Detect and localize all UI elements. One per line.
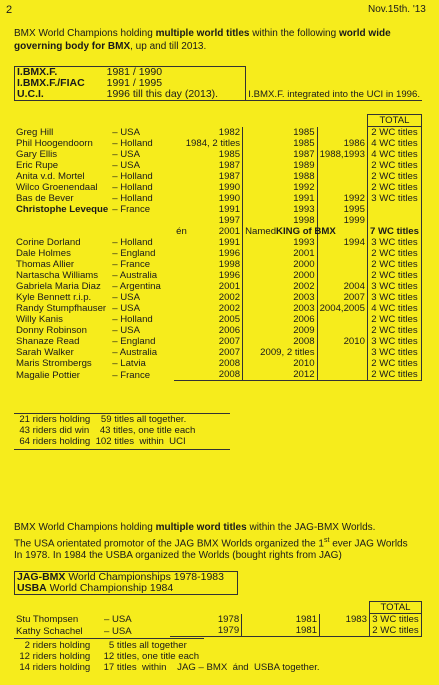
first-title-year xyxy=(174,303,243,314)
intro-text-segment: within the following xyxy=(249,28,339,39)
third-title-year: 1983 xyxy=(345,614,367,625)
total-header: TOTAL xyxy=(369,602,421,614)
rider-name: Willy Kanis xyxy=(16,314,63,325)
blank-cell xyxy=(238,583,422,595)
year-text: 1987 xyxy=(293,149,315,160)
year-text: 2001 xyxy=(218,281,241,292)
year-text: 2009, 2 titles xyxy=(260,347,315,358)
intro-line xyxy=(14,535,429,551)
rider-country xyxy=(110,226,174,237)
third-title-year xyxy=(317,259,367,270)
jag-header-bold: USBA xyxy=(17,582,47,594)
total-titles: 2 WC titles xyxy=(367,270,421,281)
first-title-year xyxy=(174,259,243,270)
year-text: 1996 xyxy=(218,270,241,281)
rider-name xyxy=(14,226,110,237)
body-name: I.BMX.F. xyxy=(15,67,105,79)
third-title-year xyxy=(317,270,367,281)
intro-line xyxy=(14,550,429,563)
rider-row xyxy=(14,248,422,259)
total-header-row xyxy=(14,602,422,614)
jag-header-box xyxy=(14,571,422,595)
total-titles: 3 WC titles xyxy=(367,237,421,248)
jag-summary-separator xyxy=(14,638,204,639)
rider-country: – Australia xyxy=(112,270,158,281)
third-title-year xyxy=(317,314,367,325)
third-title-year: 2004,2005 xyxy=(319,303,365,314)
year-text: 2007 xyxy=(218,347,241,358)
rider-name: Randy Stumpfhauser xyxy=(16,303,107,314)
third-title-year xyxy=(317,369,367,381)
first-title-year xyxy=(174,314,243,325)
first-title-year xyxy=(174,248,243,259)
blank-cell xyxy=(170,602,242,614)
rider-name: Christophe Leveque xyxy=(16,204,109,215)
first-title-year xyxy=(174,281,243,292)
first-title-year xyxy=(170,625,242,637)
rider-row xyxy=(14,204,422,215)
first-title-year xyxy=(174,160,243,171)
rider-row xyxy=(14,369,422,381)
rider-row xyxy=(14,215,422,226)
third-title-year: 2007 xyxy=(343,292,365,303)
body-years: 1996 till this day (2013). xyxy=(105,89,246,101)
intro-text-segment: The USA orientated promotor of the JAG BMX Worlds organized the xyxy=(14,537,319,549)
year-text: 1981 xyxy=(295,614,318,625)
date-text: Nov.15th. '13 xyxy=(368,4,426,15)
rider-country: – USA xyxy=(112,303,140,314)
prefix-text: én xyxy=(176,226,187,237)
year-text: 2010 xyxy=(293,358,315,369)
total-header: TOTAL xyxy=(367,115,421,127)
second-title-year xyxy=(243,248,317,259)
blank-cell xyxy=(102,602,170,614)
rider-row xyxy=(14,281,422,292)
total-titles: 2 WC titles xyxy=(367,160,421,171)
year-text: 1981 xyxy=(295,625,318,636)
third-title-year xyxy=(317,358,367,369)
rider-name: Shanaze Read xyxy=(16,336,80,347)
blank-cell xyxy=(14,602,102,614)
summary-line: 12 riders holding 12 titles, one title each xyxy=(14,651,200,662)
rider-row xyxy=(14,347,422,358)
rider-name: Maris Strombergs xyxy=(16,358,92,369)
rider-country: – Holland xyxy=(112,171,153,182)
first-title-year xyxy=(170,614,242,626)
total-titles xyxy=(367,204,421,215)
summary-line: 21 riders holding 59 titles all together. xyxy=(14,414,187,425)
rider-country: – USA xyxy=(103,614,132,625)
rider-country: – Argentina xyxy=(112,281,161,292)
year-text: 1991 xyxy=(218,204,241,215)
rider-name: Anita v.d. Mortel xyxy=(16,171,85,182)
blank-cell xyxy=(110,115,174,127)
rider-row xyxy=(14,259,422,270)
rider-row xyxy=(14,138,422,149)
blank-cell xyxy=(14,115,110,127)
second-title-year xyxy=(243,281,317,292)
total-titles: 4 WC titles xyxy=(367,303,421,314)
third-title-year: 2010 xyxy=(343,336,365,347)
rider-row xyxy=(14,270,422,281)
first-title-year xyxy=(174,347,243,358)
intro-text-segment: BMX World Champions holding xyxy=(14,522,156,533)
summary-line: 64 riders holding 102 titles within UCI xyxy=(14,436,186,447)
year-text: 1989 xyxy=(293,160,315,171)
year-text: 2007 xyxy=(218,336,241,347)
third-title-year: 2004 xyxy=(343,281,365,292)
second-title-year xyxy=(243,270,317,281)
total-titles: 2 WC titles xyxy=(367,248,421,259)
year-text: 2002 xyxy=(218,303,241,314)
year-text: 2012 xyxy=(293,369,315,380)
rider-row xyxy=(14,336,422,347)
second-title-year xyxy=(243,160,317,171)
second-title-year xyxy=(242,625,320,637)
body-name: I.BMX.F./FIAC xyxy=(15,78,105,89)
third-title-year: 1995 xyxy=(343,204,365,215)
year-text: 2003 xyxy=(293,303,315,314)
second-title-year xyxy=(243,127,317,139)
blank-cell xyxy=(317,115,367,127)
year-text: 2003 xyxy=(293,292,315,303)
year-text: 1979 xyxy=(217,625,240,636)
rider-country: – Holland xyxy=(112,138,153,149)
jag-header-rest: World Championship 1984 xyxy=(46,582,174,594)
ordinal-suffix: st xyxy=(323,536,330,544)
third-title-year xyxy=(317,347,367,358)
first-title-year xyxy=(174,237,243,248)
rider-country: – France xyxy=(112,259,151,270)
second-title-year xyxy=(243,215,317,226)
second-title-year xyxy=(243,292,317,303)
total-titles: 2 WC titles xyxy=(367,182,421,193)
year-text: 1985 xyxy=(293,127,315,138)
rider-country: – USA xyxy=(112,160,140,171)
year-text: 1993 xyxy=(293,204,315,215)
second-title-year xyxy=(243,138,317,149)
second-title-year xyxy=(243,182,317,193)
year-text: 2001 xyxy=(218,226,241,237)
intro-text-segment: multiple world titles xyxy=(155,28,250,39)
summary-line: 14 riders holding 17 titles within JAG – BMX ánd USBA together. xyxy=(14,662,320,673)
rider-country: – France xyxy=(112,369,151,381)
rider-row xyxy=(14,182,422,193)
third-title-year xyxy=(317,248,367,259)
intro-line xyxy=(14,522,429,535)
first-title-year xyxy=(174,204,243,215)
rider-row xyxy=(14,171,422,182)
year-text: KING of BMX xyxy=(276,226,336,237)
total-titles: 3 WC titles xyxy=(367,193,421,204)
total-titles: 2 WC titles xyxy=(367,325,421,336)
first-title-year xyxy=(174,127,243,139)
rider-row xyxy=(14,149,422,160)
blank-cell xyxy=(243,115,317,127)
year-text: 2002 xyxy=(218,292,241,303)
year-text: 1987 xyxy=(218,160,241,171)
blank-cell xyxy=(174,115,243,127)
governing-body-row xyxy=(15,89,423,101)
prefix-text: Named xyxy=(245,226,277,237)
year-text: 1998 xyxy=(293,215,315,226)
rider-country: – Holland xyxy=(112,182,153,193)
rider-name: Wilco Groenendaal xyxy=(16,182,98,193)
body-note: I.BMX.F. integrated into the UCI in 1996. xyxy=(246,89,422,101)
third-title-year xyxy=(317,325,367,336)
uci-riders-table xyxy=(14,114,422,381)
year-text: 2009 xyxy=(293,325,315,336)
year-text: 1998 xyxy=(218,259,241,270)
intro-paragraph-uci xyxy=(14,28,429,53)
rider-country: – England xyxy=(112,336,156,347)
year-text: 1993 xyxy=(293,237,315,248)
body-note xyxy=(246,67,422,79)
page-date xyxy=(368,4,426,15)
first-title-year xyxy=(174,138,243,149)
total-titles: 2 WC titles xyxy=(367,127,421,139)
rider-row xyxy=(14,358,422,369)
first-title-year xyxy=(174,171,243,182)
rider-row xyxy=(14,193,422,204)
intro-text-segment: In 1978. In 1984 the USBA organized the Worlds (bought rights from JAG) xyxy=(14,550,342,562)
second-title-year xyxy=(243,193,317,204)
third-title-year: 1986 xyxy=(343,138,365,149)
year-text: 1985 xyxy=(293,138,315,149)
third-title-year: 1988,1993 xyxy=(319,149,365,160)
rider-row xyxy=(14,314,422,325)
rider-name: Stu Thompsen xyxy=(16,614,79,625)
year-text: 1987 xyxy=(218,171,241,182)
rider-name: Corine Dorland xyxy=(16,237,81,248)
second-title-year xyxy=(243,226,336,237)
jag-summary xyxy=(14,640,320,673)
blank-cell xyxy=(320,602,370,614)
total-titles: 2 WC titles xyxy=(367,259,421,270)
rider-row xyxy=(14,292,422,303)
year-text: 2008 xyxy=(293,336,315,347)
year-text: 2002 xyxy=(293,281,315,292)
body-name: U.C.I. xyxy=(15,89,105,101)
second-title-year xyxy=(242,614,320,626)
third-title-year xyxy=(320,625,370,637)
third-title-year xyxy=(317,127,367,139)
rider-country: – Latvia xyxy=(112,358,146,369)
rider-name: Gary Ellis xyxy=(16,149,58,160)
rider-row xyxy=(14,160,422,171)
rider-row xyxy=(14,303,422,314)
rider-name: Greg Hill xyxy=(16,127,54,138)
total-titles: 2 WC titles xyxy=(367,314,421,325)
year-text: 1985 xyxy=(218,149,241,160)
uci-summary xyxy=(14,414,195,447)
year-text: 1992 xyxy=(293,182,315,193)
year-text: 1996 xyxy=(218,248,241,259)
rider-country: – Australia xyxy=(112,347,158,358)
total-titles xyxy=(367,215,421,226)
page-number: 2 xyxy=(6,4,13,16)
first-title-year xyxy=(174,193,243,204)
jag-header-bold: JAG-BMX xyxy=(17,571,66,583)
year-text: 1997 xyxy=(218,215,241,226)
first-title-year xyxy=(174,292,243,303)
governing-body-row xyxy=(15,78,423,89)
total-titles: 2 WC titles xyxy=(367,171,421,182)
second-title-year xyxy=(243,237,317,248)
total-titles: 3 WC titles xyxy=(369,614,421,626)
rider-row xyxy=(14,614,422,626)
second-title-year xyxy=(243,259,317,270)
rider-country: – USA xyxy=(112,149,140,160)
ordinal-number: 1 xyxy=(318,537,324,549)
rider-name: Bas de Bever xyxy=(16,193,74,204)
total-titles: 2 WC titles xyxy=(367,358,421,369)
rider-name: Nartascha Williams xyxy=(16,270,99,281)
year-text: 2000 xyxy=(293,259,315,270)
rider-row xyxy=(14,226,422,237)
rider-name: Kyle Bennett r.i.p. xyxy=(16,292,92,303)
rider-country: – Holland xyxy=(112,237,153,248)
third-title-year xyxy=(317,160,367,171)
total-titles: 2 WC titles xyxy=(369,625,421,637)
rider-country: – France xyxy=(112,204,151,215)
summary-underline xyxy=(14,449,230,450)
intro-text-segment: within the JAG-BMX Worlds. xyxy=(246,522,376,533)
body-years: 1991 / 1995 xyxy=(105,78,246,89)
intro-text-segment: world wide governing body for BMX xyxy=(14,28,391,52)
body-note xyxy=(246,78,422,89)
second-title-year xyxy=(243,336,317,347)
first-title-year xyxy=(174,270,243,281)
second-title-year xyxy=(243,369,317,381)
total-titles: 2 WC titles xyxy=(367,369,421,381)
total-header-row xyxy=(14,115,422,127)
summary-line: 2 riders holding 5 titles all together xyxy=(14,640,187,651)
year-text: 1982 xyxy=(218,127,241,138)
second-title-year xyxy=(243,204,317,215)
intro-text-segment: BMX World Champions holding xyxy=(14,28,156,39)
rider-name: Magalie Pottier xyxy=(16,369,80,381)
year-text: 2006 xyxy=(293,314,315,325)
rider-country: – USA xyxy=(112,292,140,303)
rider-row xyxy=(14,325,422,336)
second-title-year xyxy=(243,303,317,314)
second-title-year xyxy=(243,358,317,369)
summary-line: 43 riders did win 43 titles, one title each xyxy=(14,425,196,436)
blank-cell xyxy=(238,572,422,584)
first-title-year xyxy=(174,226,243,237)
third-title-year xyxy=(317,182,367,193)
rider-country: – USA xyxy=(112,325,140,336)
year-text: 1991 xyxy=(293,193,315,204)
second-title-year xyxy=(243,314,317,325)
year-text: 1984, 2 titles xyxy=(185,138,241,149)
rider-name: Donny Robinson xyxy=(16,325,87,336)
third-title-year: 1992 xyxy=(343,193,365,204)
total-titles: 3 WC titles xyxy=(367,336,421,347)
intro-text-segment: multiple word titles xyxy=(155,522,247,533)
rider-country: – Holland xyxy=(112,314,153,325)
year-text: 2008 xyxy=(218,369,241,380)
year-text: 2008 xyxy=(218,358,241,369)
total-titles: 7 WC titles xyxy=(367,226,421,237)
second-title-year xyxy=(243,171,317,182)
year-text: 2001 xyxy=(293,248,315,259)
rider-name: Sarah Walker xyxy=(16,347,74,358)
year-text: 1990 xyxy=(218,193,241,204)
third-title-year xyxy=(317,171,367,182)
year-text: 2000 xyxy=(293,270,315,281)
rider-row xyxy=(14,237,422,248)
third-title-year: 1994 xyxy=(343,237,365,248)
rider-name: Dale Holmes xyxy=(16,248,71,259)
first-title-year xyxy=(174,369,243,381)
jag-header-row xyxy=(15,583,422,595)
rider-country xyxy=(110,215,174,226)
year-text: 1978 xyxy=(217,614,240,625)
rider-country: – England xyxy=(112,248,156,259)
body-years: 1981 / 1990 xyxy=(105,67,246,79)
total-titles: 4 WC titles xyxy=(367,149,421,160)
first-title-year xyxy=(174,215,243,226)
rider-country: – Holland xyxy=(112,193,153,204)
year-text: 1988 xyxy=(293,171,315,182)
intro-text-segment: ever JAG Worlds xyxy=(329,537,408,549)
jag-header-cell xyxy=(15,583,238,595)
year-text: 2006 xyxy=(218,325,241,336)
year-text: 1991 xyxy=(218,237,241,248)
third-title-year: 1999 xyxy=(343,215,365,226)
blank-cell xyxy=(242,602,320,614)
jag-riders-table xyxy=(14,601,422,637)
rider-name xyxy=(14,215,110,226)
total-titles: 4 WC titles xyxy=(367,138,421,149)
second-title-year xyxy=(243,149,317,160)
rider-name: Gabriela Maria Diaz xyxy=(16,281,101,292)
first-title-year xyxy=(174,149,243,160)
total-titles: 3 WC titles xyxy=(367,281,421,292)
governing-body-table xyxy=(14,66,422,101)
first-title-year xyxy=(174,336,243,347)
second-title-year xyxy=(243,325,317,336)
intro-paragraph-jag xyxy=(14,522,429,563)
intro-text-segment: , up and till 2013. xyxy=(130,40,207,52)
rider-row xyxy=(14,625,422,637)
rider-name: Eric Rupe xyxy=(16,160,59,171)
year-text: 1990 xyxy=(218,182,241,193)
rider-country: – USA xyxy=(103,625,132,637)
year-text: 2005 xyxy=(218,314,241,325)
rider-row xyxy=(14,127,422,139)
rider-name: Thomas Allier xyxy=(16,259,75,270)
first-title-year xyxy=(174,182,243,193)
first-title-year xyxy=(174,325,243,336)
total-titles: 3 WC titles xyxy=(367,292,421,303)
rider-country: – USA xyxy=(112,127,140,138)
rider-name: Kathy Schachel xyxy=(16,625,83,637)
second-title-year xyxy=(243,347,317,358)
total-titles: 3 WC titles xyxy=(367,347,421,358)
rider-name: Phil Hoogendoorn xyxy=(16,138,93,149)
jag-header-rest: World Championships 1978-1983 xyxy=(65,571,224,583)
first-title-year xyxy=(174,358,243,369)
